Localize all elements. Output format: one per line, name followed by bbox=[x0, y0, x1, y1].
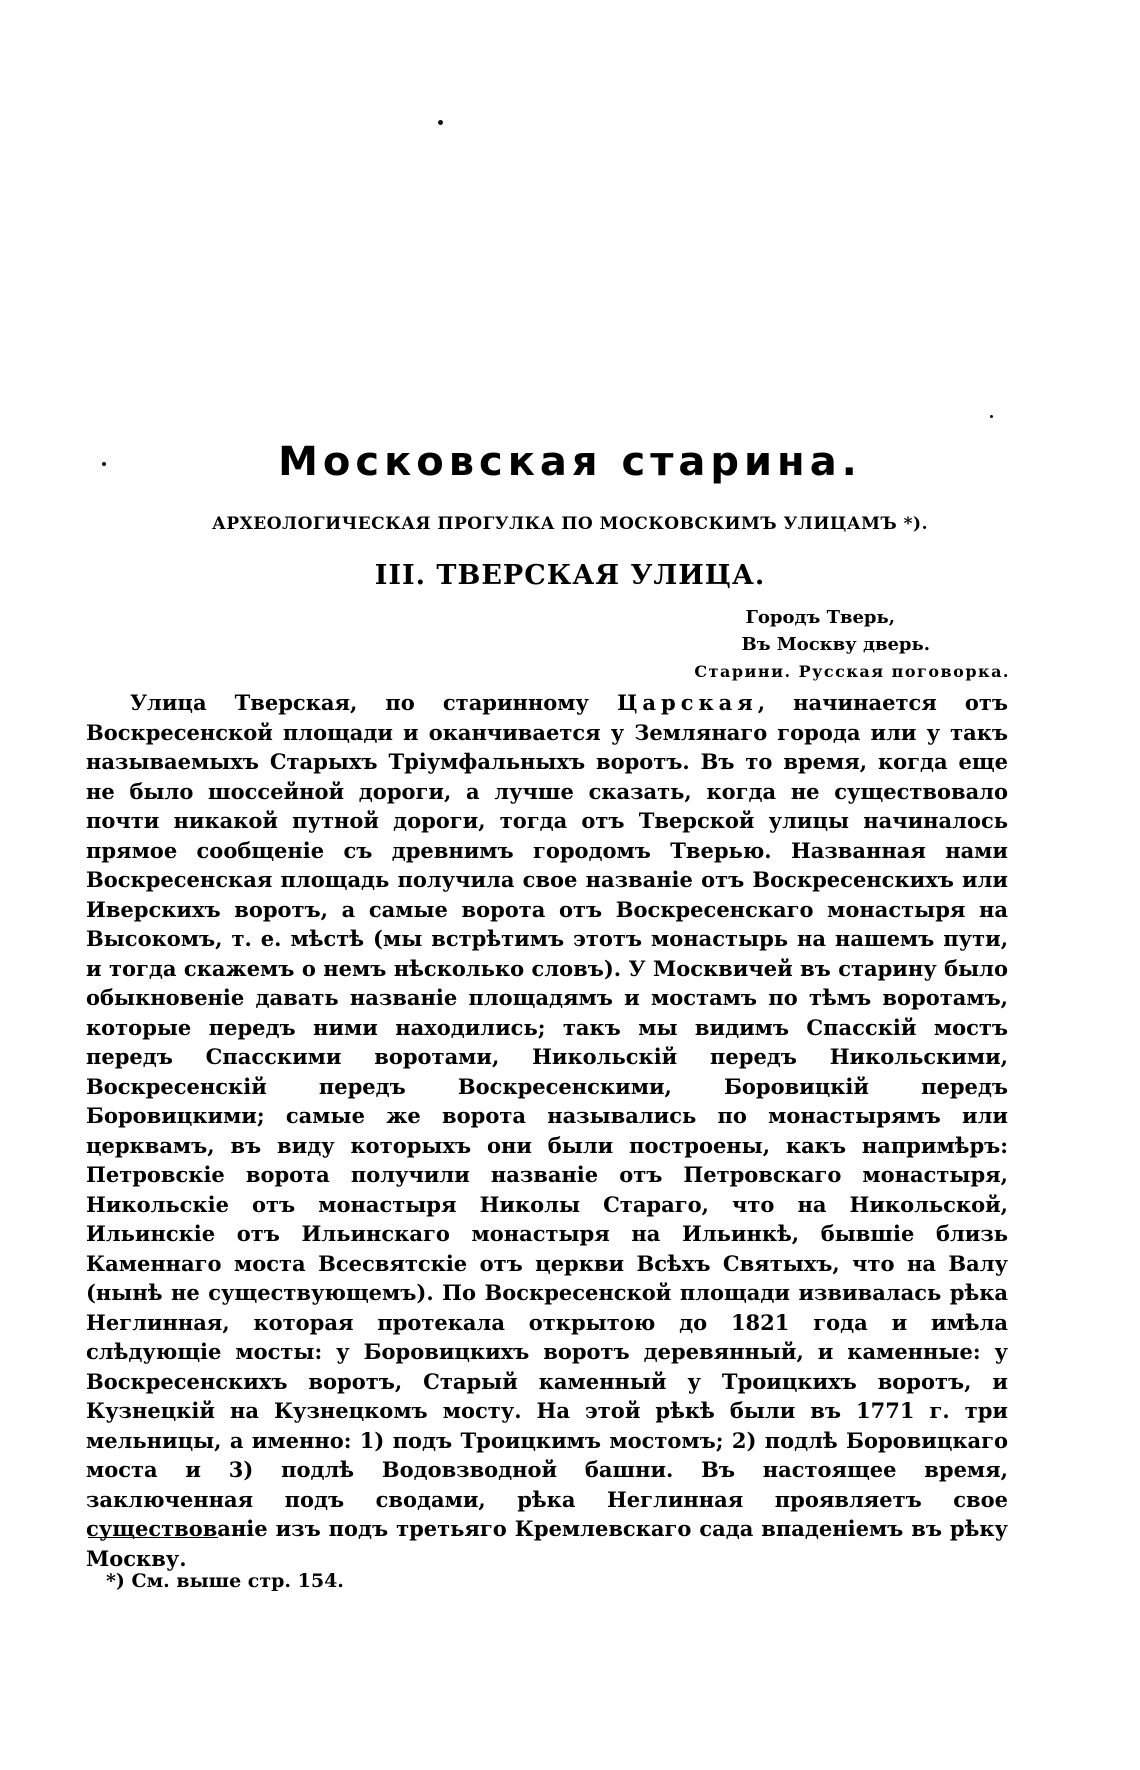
body-spaced-word: Царская bbox=[617, 690, 758, 715]
epigraph-line: Городъ Тверь, bbox=[745, 607, 895, 628]
section-title: III. ТВЕРСКАЯ УЛИЦА. bbox=[374, 560, 766, 591]
epigraph-source: Старини. Русская поговорка. bbox=[694, 662, 1010, 681]
article-subtitle: АРХЕОЛОГИЧЕСКАЯ ПРОГУЛКА ПО МОСКОВСКИМЪ УЛИЦАМЪ *). bbox=[211, 514, 929, 534]
epigraph bbox=[510, 604, 1010, 685]
footnote-divider bbox=[88, 1537, 218, 1538]
body-text: , начинается отъ Воскресенской площади и оканчивается у Землянаго города или у такъ называемыхъ Старыхъ Тріумфальныхъ воротъ. Въ то время, когда еще не было шоссейной дороги, а лучше сказать, когда не существовало почти никакой путной дороги, тогда отъ Тверской улицы начиналось прямое сообщеніе съ древнимъ городомъ Тверью. Названная нами Воскресенская площадь получила свое названіе отъ Воскресенскихъ или Иверскихъ воротъ, а самые ворота отъ Воскресенскаго монастыря на Высокомъ, т. е. мѣстѣ (мы встрѣтимъ этотъ монастырь на нашемъ пути, и тогда скажемъ о немъ нѣсколько словъ). У Москвичей въ старину было обыкновеніе давать названіе площадямъ и мостамъ по тѣмъ воротамъ, которые передъ ними находились; такъ мы видимъ Спасскій мостъ передъ Спасскими воротами, Никольскій передъ Никольскими, Воскресенскій передъ Воскресенскими, Боровицкій передъ Боровицкими; самые же ворота назывались по монастырямъ или церквамъ, въ виду которыхъ они были построены, какъ напримѣръ: Петровскіе ворота получили названіе отъ Петровскаго монастыря, Никольскіе отъ монастыря Николы Стараго, что на Никольской, Ильинскіе отъ Ильинскаго монастыря на Ильинкѣ, бывшіе близь Каменнаго моста Всесвятскіе отъ церкви Всѣхъ Святыхъ, что на Валу (нынѣ не существующемъ). По Воскресенской площади извивалась рѣка Неглинная, которая протекала открытою до 1821 года и имѣла слѣдующіе мосты: у Боровицкихъ воротъ деревянный, и каменные: у Воскресенскихъ воротъ, Старый каменный у Троицкихъ воротъ, и Кузнецкій на Кузнецкомъ мосту. На этой рѣкѣ были въ 1771 г. три мельницы, а именно: 1) подъ Троицкимъ мостомъ; 2) подлѣ Боровицкаго моста и 3) подлѣ Водовзводной башни. Въ настоящее время, заключенная подъ сводами, рѣка Неглинная проявляетъ свое существованіе изъ подъ третьяго Кремлевскаго сада впаденіемъ въ рѣку Москву. bbox=[86, 690, 1008, 1571]
body-lead: Улица Тверская, по старинному bbox=[130, 690, 618, 715]
article-title: Московская старина. bbox=[278, 439, 862, 485]
epigraph-line: Въ Москву дверь. bbox=[741, 634, 930, 655]
scan-speck bbox=[990, 415, 993, 418]
footnote: *) См. выше стр. 154. bbox=[106, 1570, 344, 1592]
scan-speck bbox=[438, 120, 443, 125]
body-paragraph bbox=[86, 688, 1008, 1573]
